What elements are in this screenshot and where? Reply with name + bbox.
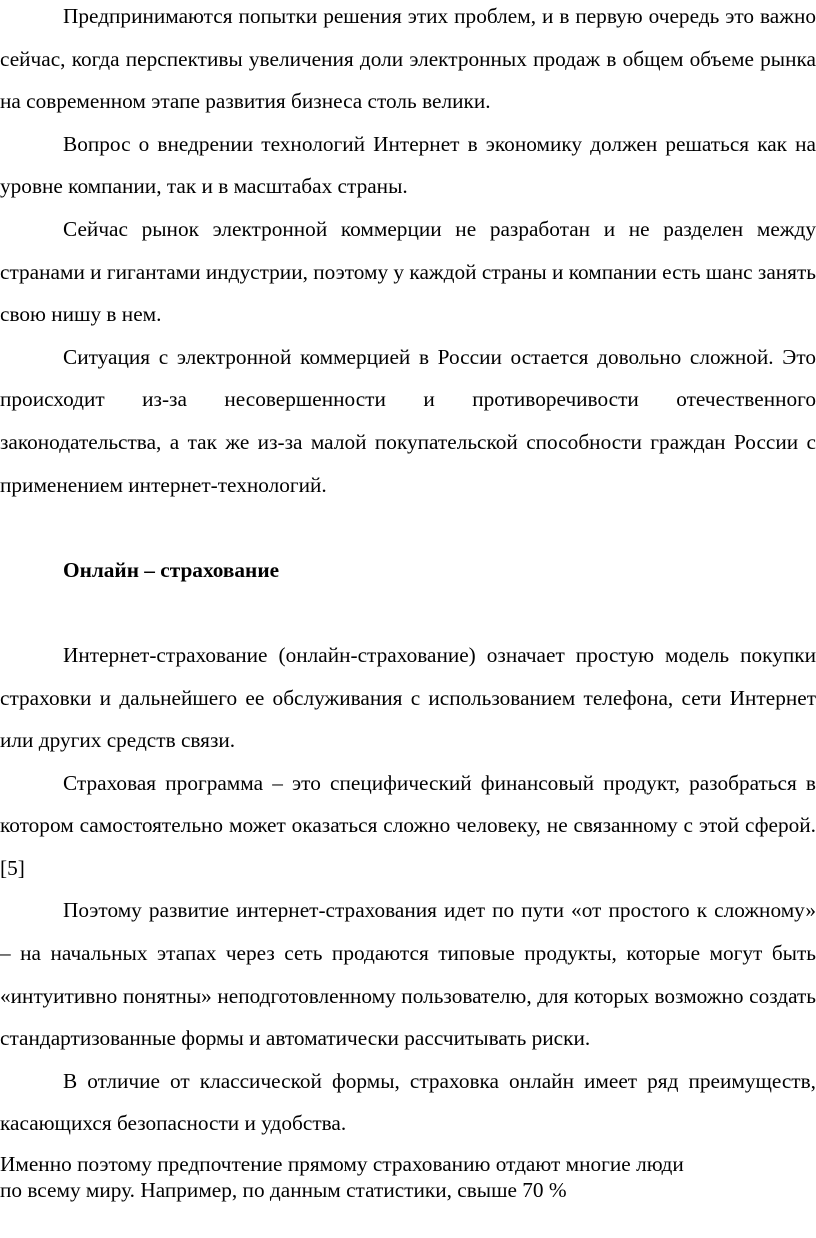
paragraph-russia-situation: Ситуация с электронной коммерцией в России остается довольно сложной. Это происходит из-за несовершенности и противоречивости отечественного законодательства, а так же из-за малой покупательской способности граждан России с применением интернет-технологий. xyxy=(0,344,816,497)
tail-line-2: по всему миру. Например, по данным статистики, свыше 70 % xyxy=(0,1178,567,1203)
blank-line xyxy=(0,591,816,634)
paragraph-problems: Предпринимаются попытки решения этих проблем, и в первую очередь это важно сейчас, когда перспективы увеличения доли электронных продаж в общем объеме рынка на современном этапе развития бизнеса столь велики. xyxy=(0,4,816,114)
paragraph-advantages: В отличие от классической формы, страховка онлайн имеет ряд преимуществ, касающихся безопасности и удобства. xyxy=(0,1068,816,1136)
paragraph-insurance-program: Страховая программа – это специфический финансовый продукт, разобраться в котором самостоятельно может оказаться сложно человеку, не связанному с этой сферой.[5] xyxy=(0,770,816,880)
blank-line xyxy=(0,506,816,549)
section-heading: Онлайн – страхование xyxy=(63,557,280,582)
tail-line-1: Именно поэтому предпочтение прямому страхованию отдают многие люди xyxy=(0,1152,684,1177)
paragraph-internet-economy: Вопрос о внедрении технологий Интернет в экономику должен решаться как на уровне компании, так и в масштабах страны. xyxy=(0,131,816,199)
paragraph-ecommerce-market: Сейчас рынок электронной коммерции не разработан и не разделен между странами и гигантами индустрии, поэтому у каждой страны и компании есть шанс занять свою нишу в нем. xyxy=(0,216,816,327)
paragraph-internet-insurance: Интернет-страхование (онлайн-страхование) означает простую модель покупки страховки и дальнейшего ее обслуживания с использованием телефона, сети Интернет или других средств связи. xyxy=(0,642,816,753)
paragraph-simple-to-complex: Поэтому развитие интернет-страхования идет по пути «от простого к сложному» – на начальных этапах через сеть продаются типовые продукты, которые могут быть «интуитивно понятны» неподготовленному пользователю, для которых возможно создать стандартизованные формы и автоматически рассчитывать риски. xyxy=(0,898,816,1051)
